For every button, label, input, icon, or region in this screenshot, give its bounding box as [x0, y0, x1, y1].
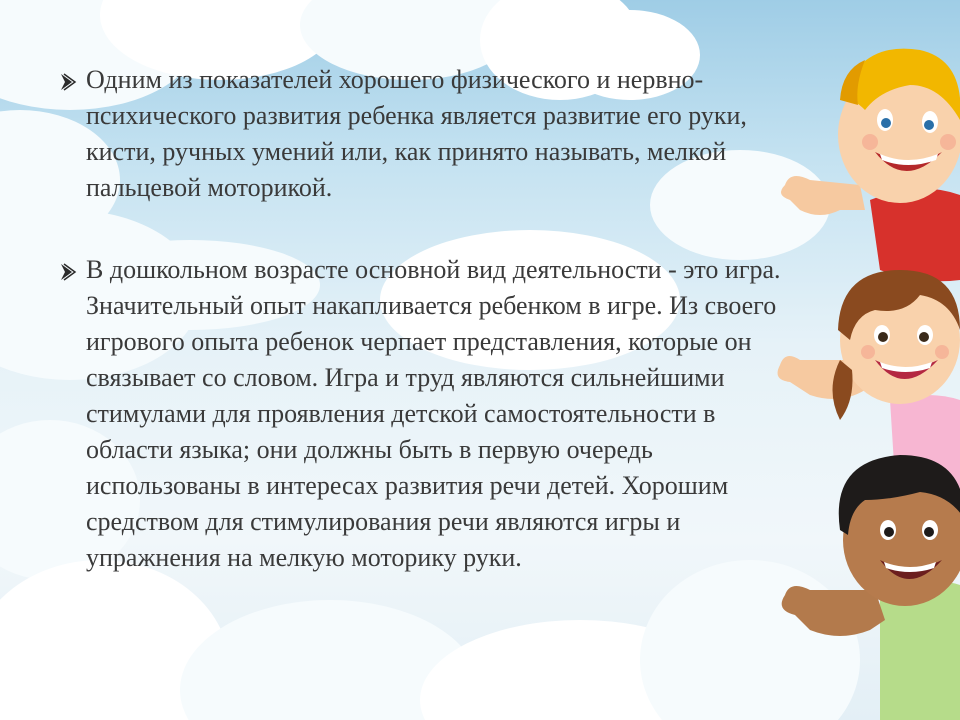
children-illustration: [770, 30, 960, 720]
slide-body: [58, 62, 793, 576]
blond-boy-icon: [781, 49, 960, 282]
bullet-item: [58, 252, 793, 576]
bullet-text: Одним из показателей хорошего физического и нервно-психического развития ребенка является развитие его руки, кисти, ручных умений или, как принято называть, мелкой пальцевой моторикой.: [86, 65, 747, 202]
arrowhead-bullet-icon: [58, 62, 84, 98]
arrowhead-bullet-icon: [58, 252, 84, 288]
bullet-item: [58, 62, 793, 206]
dark-haired-boy-icon: [782, 455, 960, 720]
bullet-text: В дошкольном возрасте основной вид деятельности - это игра. Значительный опыт накапливается ребенком в игре. Из своего игрового опыта ребенок черпает представления, которые он связывает со словом. Игра и труд являются сильнейшими стимулами для проявления детской самостоятельности в области языка; они должны быть в первую очередь использованы в интересах развития речи детей. Хорошим средством для стимулирования речи являются игры и упражнения на мелкую моторику руки.: [86, 255, 781, 572]
brown-haired-girl-icon: [778, 270, 960, 490]
